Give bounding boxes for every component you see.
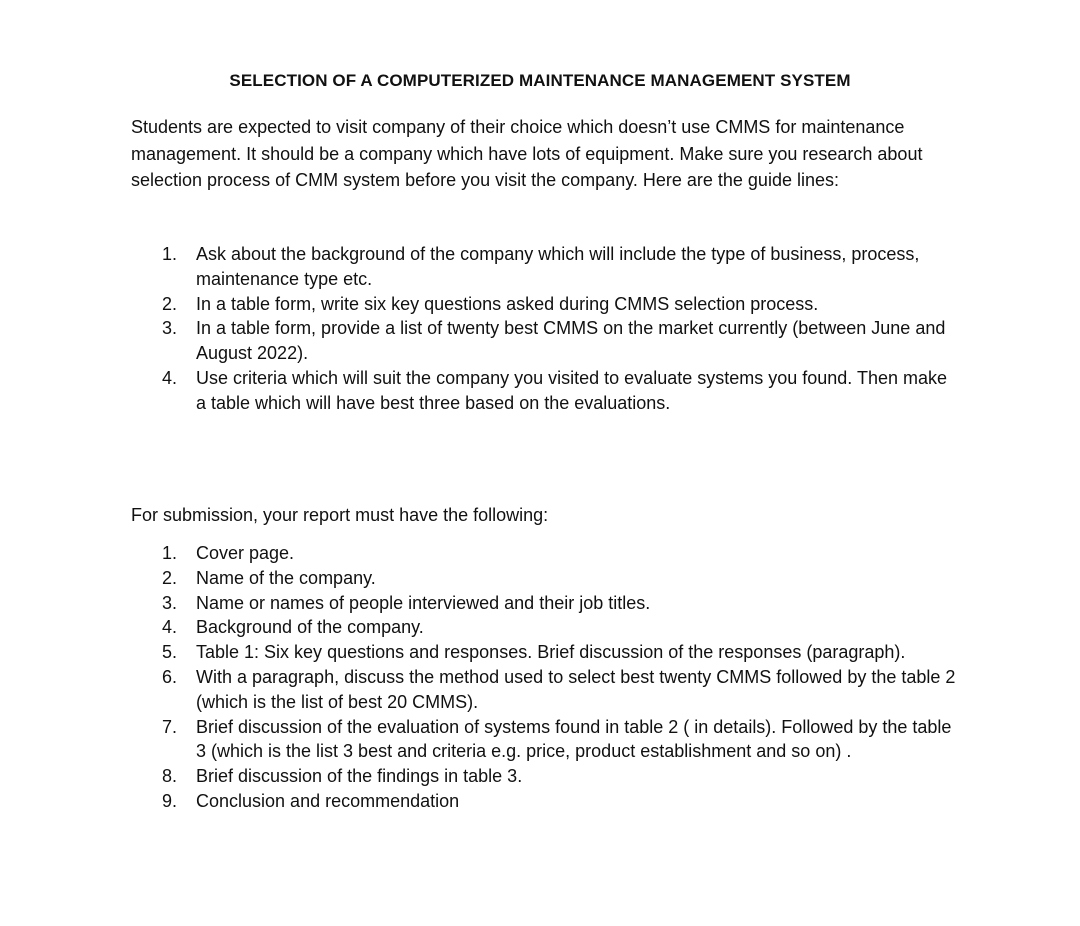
document-title: SELECTION OF A COMPUTERIZED MAINTENANCE MANAGEMENT SYSTEM [229,71,851,90]
list-item [131,665,961,715]
list-item-number: 3. [162,592,178,613]
list-item-text: Brief discussion of the findings in table 3. [196,766,523,787]
list-item-text: Background of the company. [196,617,424,638]
list-item [131,366,961,416]
list-item [131,316,961,366]
list-item-number: 2. [162,567,178,588]
list-item-text: With a paragraph, discuss the method used to select best twenty CMMS followed by the table 2 (which is the list of best 20 CMMS). [196,666,956,712]
list-item [131,566,961,591]
list-item [131,715,961,765]
list-item-number: 4. [162,617,178,638]
list-item-text: Use criteria which will suit the company you visited to evaluate systems you found. Then make a table which will have best three based on the evaluations. [196,367,948,413]
list-item-number: 5. [162,642,178,663]
list-item-number: 8. [162,766,178,787]
list-item-number: 7. [162,716,178,737]
submission-list [131,541,961,814]
list-item-number: 1. [162,543,178,563]
list-item-text: Cover page. [196,543,295,563]
list-item-number: 3. [162,318,178,339]
list-item-text: Name or names of people interviewed and their job titles. [196,592,651,613]
list-item [131,764,961,789]
list-item [131,292,961,317]
list-item [131,789,961,814]
intro-paragraph: Students are expected to visit company of their choice which doesn’t use CMMS for maintenance management. It should be a company which have lots of equipment. Make sure you research about selection process of CMM system before you visit the company. Here are the guide lines: [131,117,923,190]
list-item-text: Name of the company. [196,567,376,588]
list-item-text: Brief discussion of the evaluation of systems found in table 2 ( in details). Followed by the table 3 (which is the list 3 best and criteria e.g. price, product establishment and so on) . [196,716,952,762]
list-item-text: Conclusion and recommendation [196,790,460,811]
list-item-number: 2. [162,293,178,314]
list-item-text: In a table form, write six key questions asked during CMMS selection process. [196,293,819,314]
list-item-number: 9. [162,790,178,811]
list-item [131,615,961,640]
list-item [131,591,961,616]
list-item-number: 6. [162,666,178,687]
guidelines-list [131,242,961,416]
list-item [131,242,961,292]
list-item-number: 4. [162,367,178,388]
list-item-number: 1. [162,244,178,264]
list-item [131,640,961,665]
list-item-text: Table 1: Six key questions and responses. Brief discussion of the responses (paragraph). [196,642,906,663]
list-item-text: Ask about the background of the company which will include the type of business, process, maintenance type etc. [196,244,920,289]
list-item [131,541,961,566]
list-item-text: In a table form, provide a list of twenty best CMMS on the market currently (between June and August 2022). [196,318,946,364]
submission-intro: For submission, your report must have the following: [131,505,549,525]
